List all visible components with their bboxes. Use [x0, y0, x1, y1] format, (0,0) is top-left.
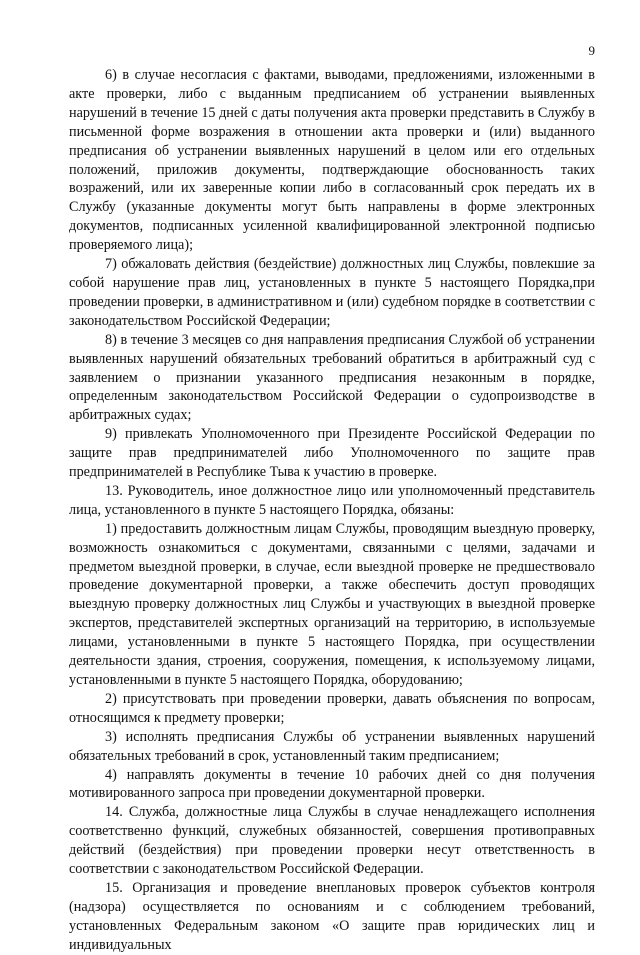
paragraph-item-8-arbitration: 8) в течение 3 месяцев со дня направления предписания Службой об устранении выявленных нарушений обязательных требований обратиться в арбитражный суд с заявлением о признании указанного предписания незаконным в порядке, определенным законодательством Российской Федерации о судопроизводстве в арбитражных судах; — [69, 331, 595, 424]
paragraph-obligation-4: 4) направлять документы в течение 10 рабочих дней со дня получения мотивированного запроса при проведении документарной проверки. — [69, 766, 595, 802]
paragraph-obligation-2: 2) присутствовать при проведении проверки, давать объяснения по вопросам, относящимся к предмету проверки; — [69, 690, 595, 726]
paragraph-item-6-objections: 6) в случае несогласия с фактами, выводами, предложениями, изложенными в акте проверки, либо с выданным предписанием об устранении выявленных нарушений в течение 15 дней с даты получения акта проверки представить в Службу в письменной форме возражения в отношении акта проверки и (или) выданного предписания об устранении выявленных нарушений в целом или его отдельных положений, приложив документы, подтверждающие обоснованность таких возражений, или их заверенные копии либо в согласованный срок передать их в Службу (указанные документы могут быть направлены в форме электронных документов, подписанных усиленной квалифицированной электронной подписью проверяемого лица); — [69, 67, 595, 254]
paragraph-section-13: 13. Руководитель, иное должностное лицо или уполномоченный представитель лица, установленного в пункте 5 настоящего Порядка, обязаны: — [69, 482, 595, 518]
document-body — [69, 66, 595, 955]
paragraph-obligation-3: 3) исполнять предписания Службы об устранении выявленных нарушений обязательных требований в срок, установленный таким предписанием; — [69, 728, 595, 764]
paragraph-item-7-appeal: 7) обжаловать действия (бездействие) должностных лиц Службы, повлекшие за собой нарушение прав лиц, установленных в пункте 5 настоящего Порядка,при проведении проверки, в административном и (или) судебном порядке в соответствии с законодательством Российской Федерации; — [69, 256, 595, 329]
page-number: 9 — [588, 43, 595, 58]
paragraph-obligation-1: 1) предоставить должностным лицам Службы, проводящим выездную проверку, возможность ознакомиться с документами, связанными с целями, задачами и предметом выездной проверки, в случае, если выездной проверке не предшествовало проведение документарной проверки, а также обеспечить доступ проводящих выездную проверку должностных лиц Службы и участвующих в выездной проверке экспертов, представителей экспертных организаций на территорию, в используемые лицами, установленными в пункте 5 настоящего Порядка, при осуществлении деятельности здания, строения, сооружения, помещения, к используемому лицами, установленными в пункте 5 настоящего Порядка, оборудованию; — [69, 520, 595, 688]
paragraph-section-15: 15. Организация и проведение внеплановых проверок субъектов контроля (надзора) осуществляется по основаниям и с соблюдением требований, установленных Федеральным законом «О защите прав юридических лиц и индивидуальных — [69, 879, 595, 953]
paragraph-item-9-ombudsman: 9) привлекать Уполномоченного при Президенте Российской Федерации по защите прав предпринимателей либо Уполномоченного по защите прав предпринимателей в Республике Тыва к участию в проверке. — [69, 426, 595, 481]
paragraph-section-14: 14. Служба, должностные лица Службы в случае ненадлежащего исполнения соответственно функций, служебных обязанностей, совершения противоправных действий (бездействия) при проведении проверки несут ответственность в соответствии с законодательством Российской Федерации. — [69, 804, 595, 878]
